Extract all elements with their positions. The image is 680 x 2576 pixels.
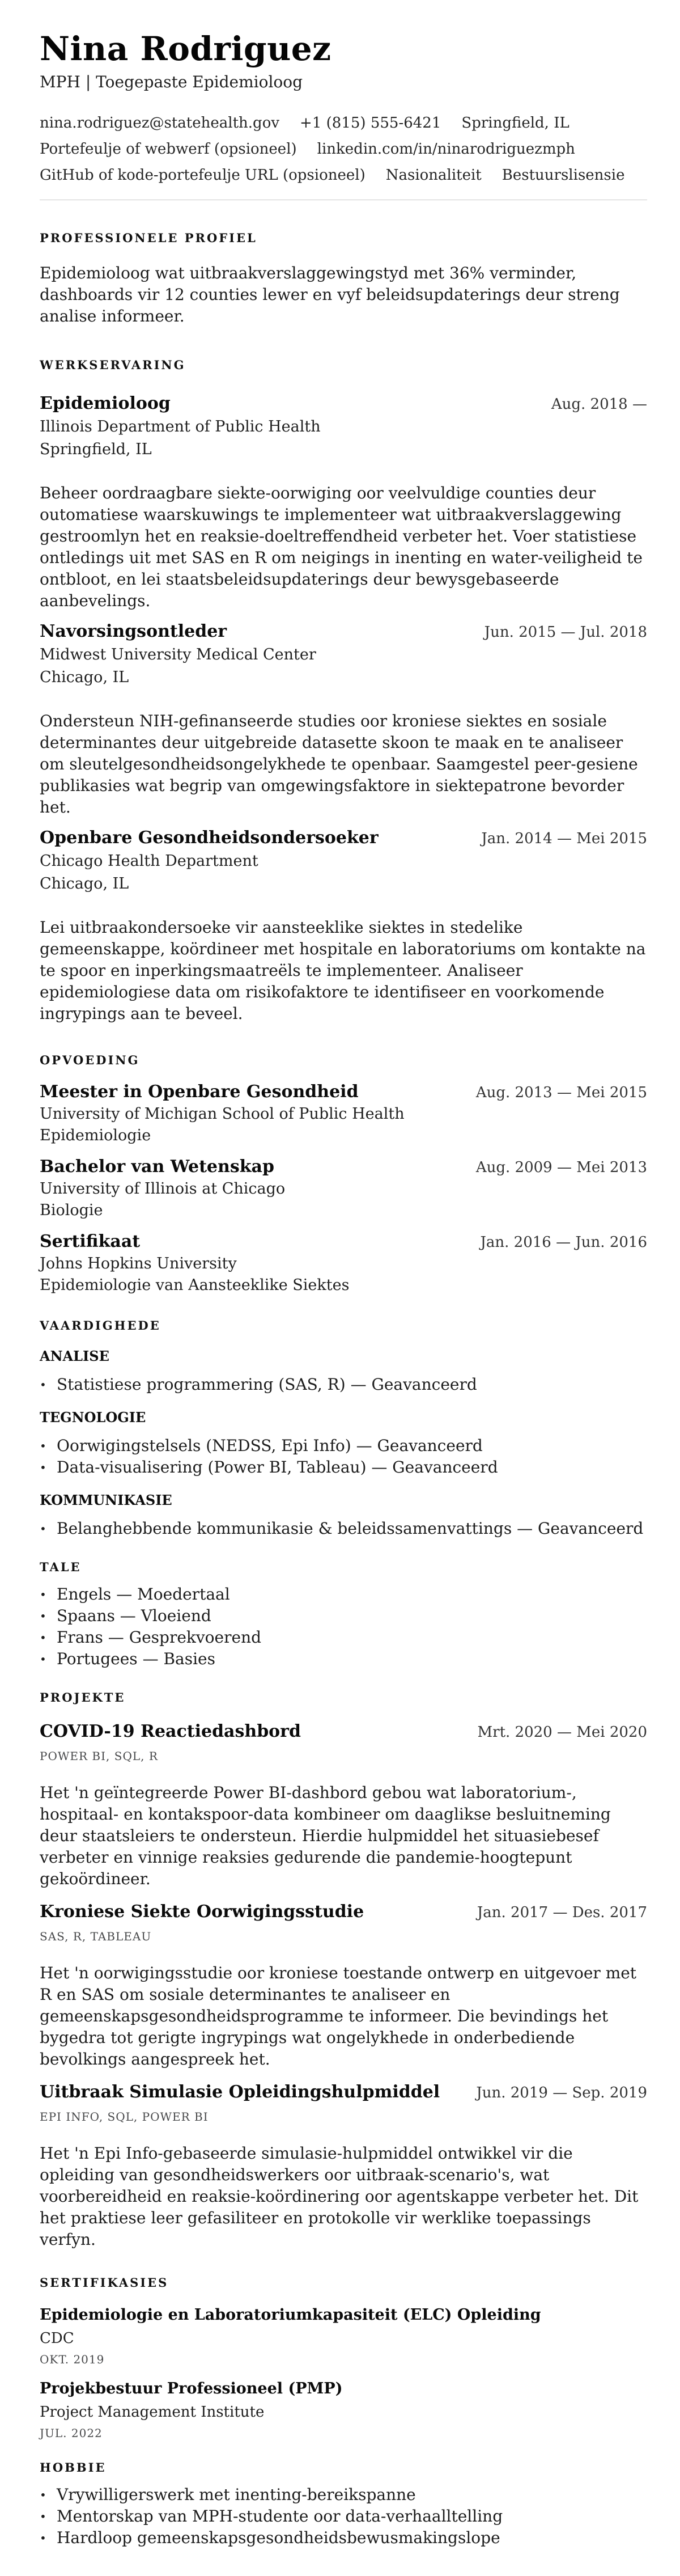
certification-entry	[40, 2305, 647, 2366]
hobby-item-label: Mentorskap van MPH-studente oor data-verhaalltelling	[57, 2507, 503, 2526]
skill-item	[40, 1435, 647, 1457]
job-title-row	[40, 393, 647, 414]
education-title-row	[40, 1081, 647, 1103]
education-entry	[40, 1156, 647, 1221]
education-entry	[40, 1231, 647, 1296]
contact-row-1	[40, 115, 647, 132]
project-title-row	[40, 1901, 647, 1923]
certification-date: JUL. 2022	[40, 2426, 103, 2440]
hobby-item	[40, 2484, 647, 2506]
job-dates: Jun. 2015 — Jul. 2018	[484, 624, 647, 641]
hobbies-heading: HOBBIE	[40, 2460, 107, 2475]
profile-heading: PROFESSIONELE PROFIEL	[40, 231, 257, 245]
section-profile	[40, 231, 647, 327]
language-item-label: Spaans — Vloeiend	[57, 1606, 211, 1625]
education-field: Biologie	[40, 1202, 103, 1219]
bullet-icon: •	[40, 2488, 46, 2502]
project-entry	[40, 1721, 647, 1890]
skill-group-technology	[40, 1409, 647, 1478]
certification-name: Epidemiologie en Laboratoriumkapasiteit (ELC) Opleiding	[40, 2306, 541, 2324]
hobby-item-label: Hardloop gemeenskapsgesondheidsbewusmakingslope	[57, 2528, 500, 2547]
education-school: Johns Hopkins University	[40, 1255, 237, 1272]
education-field: Epidemiologie	[40, 1127, 151, 1144]
language-list	[40, 1584, 647, 1670]
contact-linkedin: linkedin.com/in/ninarodriguezmph	[317, 141, 575, 158]
education-field: Epidemiologie van Aansteeklike Siektes	[40, 1276, 350, 1294]
certification-entry	[40, 2379, 647, 2440]
contact-row-2	[40, 141, 647, 158]
education-title-row	[40, 1156, 647, 1178]
job-location: Chicago, IL	[40, 875, 129, 892]
contact-email: nina.rodriguez@statehealth.gov	[40, 115, 280, 132]
job-location: Springfield, IL	[40, 441, 152, 458]
job-title-row	[40, 827, 647, 849]
section-education	[40, 1053, 647, 1296]
section-experience	[40, 358, 647, 1025]
hobby-list	[40, 2484, 647, 2549]
skill-list	[40, 1518, 647, 1539]
job-description: Beheer oordraagbare siekte-oorwiging oor veelvuldige counties deur outomatiese waarskuwings te implementeer wat uitbraakverslaggewing gestroomlyn het en reaksie-doeltreffendheid verbeter het. Voer statistiese ontledings uit met SAS en R om neigings in inenting en water-veiligheid te ontbloot, en lei staatsbeleidsupdaterings deur bewysgebaseerde aanbevelings.	[40, 484, 643, 610]
bullet-icon: •	[40, 2531, 46, 2545]
job-location: Chicago, IL	[40, 669, 129, 686]
section-languages	[40, 1560, 647, 1670]
language-item-label: Engels — Moedertaal	[57, 1585, 230, 1604]
skill-item-label: Oorwigingstelsels (NEDSS, Epi Info) — Geavanceerd	[57, 1436, 483, 1455]
contact-location: Springfield, IL	[461, 115, 570, 132]
resume-name: Nina Rodriguez	[40, 29, 332, 68]
education-degree: Sertifikaat	[40, 1232, 141, 1251]
job-description: Lei uitbraakondersoeke vir aansteeklike siektes in stedelike gemeenskappe, koördineer met hospitale en laboratoriums om kontakte na te spoor en inperkingsmaatreëls te implementeer. Analiseer epidemiologiese data om risikofaktore te identifiseer en voorkomende ingrypings aan te beveel.	[40, 918, 646, 1023]
skill-group-name: ANALISE	[40, 1348, 109, 1364]
language-item	[40, 1627, 647, 1648]
project-tech: SAS, R, TABLEAU	[40, 1930, 152, 1943]
skill-group-communication	[40, 1492, 647, 1539]
language-item-label: Portugees — Basies	[57, 1649, 215, 1668]
job-dates: Aug. 2018 —	[551, 396, 647, 413]
project-description: Het 'n Epi Info-gebaseerde simulasie-hulpmiddel ontwikkel vir die opleiding van gesondheidswerkers oor uitbraak-scenario's, wat voorbereidheid en reaksie-koördinering oor agentskappe verbeter het. Dit het praktiese leer gefasiliteer en protokolle vir werklike toepassings verfyn.	[40, 2144, 639, 2249]
hobby-item-label: Vrywilligerswerk met inenting-bereikspanne	[57, 2485, 416, 2504]
certifications-heading: SERTIFIKASIES	[40, 2275, 169, 2290]
resume-subtitle: MPH | Toegepaste Epidemioloog	[40, 73, 303, 91]
project-description: Het 'n geïntegreerde Power BI-dashbord gebou wat laboratorium-, hospitaal- en kontakspoor-data kombineer om daaglikse besluitneming deur staatsleiers te ondersteun. Hierdie hulpmiddel het situasiebesef verbeter en vinnige reaksies gedurende die pandemie-hoogtepunt gekoördineer.	[40, 1783, 611, 1888]
job-title: Epidemioloog	[40, 394, 171, 413]
skill-group-name: KOMMUNIKASIE	[40, 1492, 172, 1508]
language-item	[40, 1584, 647, 1605]
project-dates: Jun. 2019 — Sep. 2019	[476, 2084, 647, 2101]
skill-group-analysis	[40, 1348, 647, 1395]
skill-item-label: Belanghebbende kommunikasie & beleidssamenvattings — Geavanceerd	[57, 1519, 644, 1538]
contact-drivers-license: Bestuurslisensie	[502, 167, 625, 184]
skill-list	[40, 1435, 647, 1478]
education-dates: Jan. 2016 — Jun. 2016	[480, 1234, 647, 1251]
bullet-icon: •	[40, 1588, 46, 1601]
project-dates: Jan. 2017 — Des. 2017	[477, 1904, 647, 1921]
hobby-item	[40, 2506, 647, 2527]
contact-row-3	[40, 167, 647, 184]
bullet-icon: •	[40, 1609, 46, 1623]
section-skills	[40, 1318, 647, 1539]
project-title-row	[40, 1721, 647, 1742]
bullet-icon: •	[40, 1522, 46, 1536]
education-dates: Aug. 2013 — Mei 2015	[475, 1084, 647, 1101]
job-entry	[40, 827, 647, 1025]
education-entry	[40, 1081, 647, 1146]
section-hobbies	[40, 2460, 647, 2549]
experience-heading: WERKSERVARING	[40, 358, 186, 372]
contact-portfolio: Portefeulje of webwerf (opsioneel)	[40, 141, 297, 158]
skill-item	[40, 1518, 647, 1539]
language-item-label: Frans — Gesprekvoerend	[57, 1628, 262, 1647]
education-school: University of Michigan School of Public Health	[40, 1105, 405, 1123]
skill-item-label: Data-visualisering (Power BI, Tableau) — Geavanceerd	[57, 1458, 498, 1477]
education-dates: Aug. 2009 — Mei 2013	[475, 1159, 647, 1176]
skill-list	[40, 1374, 647, 1395]
skill-item	[40, 1374, 647, 1395]
project-title: Uitbraak Simulasie Opleidingshulpmiddel	[40, 2082, 440, 2102]
skills-heading: VAARDIGHEDE	[40, 1318, 161, 1333]
education-school: University of Illinois at Chicago	[40, 1180, 286, 1198]
job-title: Openbare Gesondheidsondersoeker	[40, 828, 379, 848]
project-title: COVID-19 Reactiedashbord	[40, 1721, 301, 1741]
project-title: Kroniese Siekte Oorwigingsstudie	[40, 1902, 364, 1922]
job-title: Navorsingsontleder	[40, 621, 227, 641]
projects-heading: PROJEKTE	[40, 1690, 126, 1704]
certification-name: Projekbestuur Professioneel (PMP)	[40, 2380, 343, 2397]
language-item	[40, 1605, 647, 1627]
education-degree: Meester in Openbare Gesondheid	[40, 1082, 359, 1102]
project-title-row	[40, 2082, 647, 2103]
education-title-row	[40, 1231, 647, 1253]
job-entry	[40, 621, 647, 818]
job-company: Chicago Health Department	[40, 852, 258, 870]
job-description: Ondersteun NIH-gefinanseerde studies oor kroniese siektes en sosiale determinantes deur uitgebreide datasette skoon te maak en te analiseer om sleutelgesondheidsongelykhede te openbaar. Saamgestel peer-gesiene publikasies wat begrip van omgewingsfaktore in siektepatrone bevorder het.	[40, 712, 638, 817]
project-tech: POWER BI, SQL, R	[40, 1749, 158, 1763]
project-entry	[40, 2082, 647, 2251]
bullet-icon: •	[40, 1631, 46, 1644]
education-heading: OPVOEDING	[40, 1053, 140, 1067]
bullet-icon: •	[40, 1652, 46, 1666]
language-item	[40, 1648, 647, 1670]
project-tech: EPI INFO, SQL, POWER BI	[40, 2110, 209, 2124]
certification-date: OKT. 2019	[40, 2353, 105, 2366]
section-projects	[40, 1690, 647, 2251]
bullet-icon: •	[40, 1378, 46, 1391]
certification-issuer: Project Management Institute	[40, 2404, 265, 2421]
job-dates: Jan. 2014 — Mei 2015	[481, 830, 647, 847]
bullet-icon: •	[40, 1439, 46, 1453]
certification-issuer: CDC	[40, 2330, 74, 2347]
education-degree: Bachelor van Wetenskap	[40, 1157, 274, 1177]
job-company: Illinois Department of Public Health	[40, 418, 321, 435]
section-certifications	[40, 2275, 647, 2440]
profile-text: Epidemioloog wat uitbraakverslaggewingstyd met 36% verminder, dashboards vir 12 counties lewer en vyf beleidsupdaterings deur streng analise informeer.	[40, 264, 620, 325]
project-dates: Mrt. 2020 — Mei 2020	[477, 1724, 647, 1741]
project-description: Het 'n oorwigingsstudie oor kroniese toestande ontwerp en uitgevoer met R en SAS om sosiale determinantes te analiseer en gemeenskapsgesondheidsprogramme te informeer. Die bevindings het bygedra tot gerigte ingrypings wat ongelykhede in onderbediende bevolkings aangespreek het.	[40, 1964, 637, 2069]
contact-nationality: Nasionaliteit	[385, 167, 482, 184]
skill-item-label: Statistiese programmering (SAS, R) — Geavanceerd	[57, 1375, 477, 1394]
skill-group-name: TEGNOLOGIE	[40, 1409, 146, 1426]
languages-heading: TALE	[40, 1560, 82, 1574]
bullet-icon: •	[40, 2510, 46, 2523]
job-title-row	[40, 621, 647, 642]
resume-header	[40, 31, 647, 200]
skill-item	[40, 1457, 647, 1478]
hobby-item	[40, 2527, 647, 2549]
contact-github: GitHub of kode-portefeulje URL (opsioneel)	[40, 167, 366, 184]
bullet-icon: •	[40, 1461, 46, 1474]
project-entry	[40, 1901, 647, 2070]
job-company: Midwest University Medical Center	[40, 646, 316, 663]
contact-phone: +1 (815) 555-6421	[300, 115, 441, 132]
job-entry	[40, 393, 647, 612]
